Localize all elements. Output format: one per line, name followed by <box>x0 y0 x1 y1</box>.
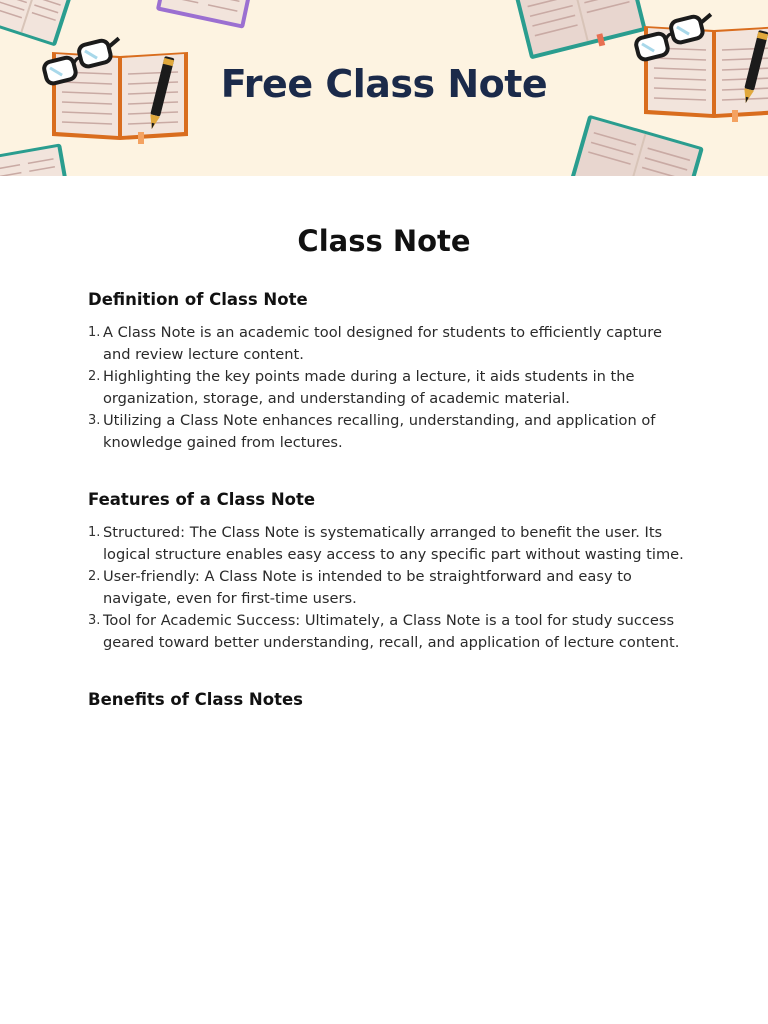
open-book-icon <box>569 115 704 176</box>
document-title: Class Note <box>297 224 471 258</box>
list-item <box>88 566 688 610</box>
list-number: 2. <box>88 369 101 384</box>
list-item-text: Highlighting the key points made during a lecture, it aids students in the organization, storage, and understanding of academic material. <box>103 368 635 407</box>
banner-title: Free Class Note <box>220 62 548 106</box>
open-book-icon <box>0 143 70 176</box>
section-definition <box>88 290 688 454</box>
open-book-icon <box>515 0 648 63</box>
open-book-icon <box>156 0 254 29</box>
list-item <box>88 322 688 366</box>
list-item <box>88 522 688 566</box>
list-number: 1. <box>88 525 101 540</box>
list-item-text: Tool for Academic Success: Ultimately, a Class Note is a tool for study success geared toward better understanding, recall, and application of lecture content. <box>103 612 680 651</box>
section-benefits <box>88 690 688 709</box>
open-book-icon <box>0 0 73 47</box>
list-item <box>88 366 688 410</box>
section-heading: Benefits of Class Notes <box>88 690 303 709</box>
list-item <box>88 610 688 654</box>
list-item-text: A Class Note is an academic tool designed for students to efficiently capture and review lecture content. <box>103 324 662 363</box>
numbered-list <box>88 322 688 454</box>
list-number: 2. <box>88 569 101 584</box>
header-banner <box>0 0 768 176</box>
list-number: 1. <box>88 325 101 340</box>
list-item-text: User-friendly: A Class Note is intended to be straightforward and easy to navigate, even for first-time users. <box>103 568 632 607</box>
list-item <box>88 410 688 454</box>
section-features <box>88 490 688 654</box>
list-number: 3. <box>88 613 101 628</box>
list-number: 3. <box>88 413 101 428</box>
section-heading: Features of a Class Note <box>88 490 316 509</box>
numbered-list <box>88 522 688 654</box>
list-item-text: Utilizing a Class Note enhances recalling, understanding, and application of knowledge gained from lectures. <box>103 412 656 451</box>
list-item-text: Structured: The Class Note is systematically arranged to benefit the user. Its logical structure enables easy access to any specific part without wasting time. <box>103 524 684 563</box>
document-body <box>88 224 688 722</box>
section-heading: Definition of Class Note <box>88 290 308 309</box>
